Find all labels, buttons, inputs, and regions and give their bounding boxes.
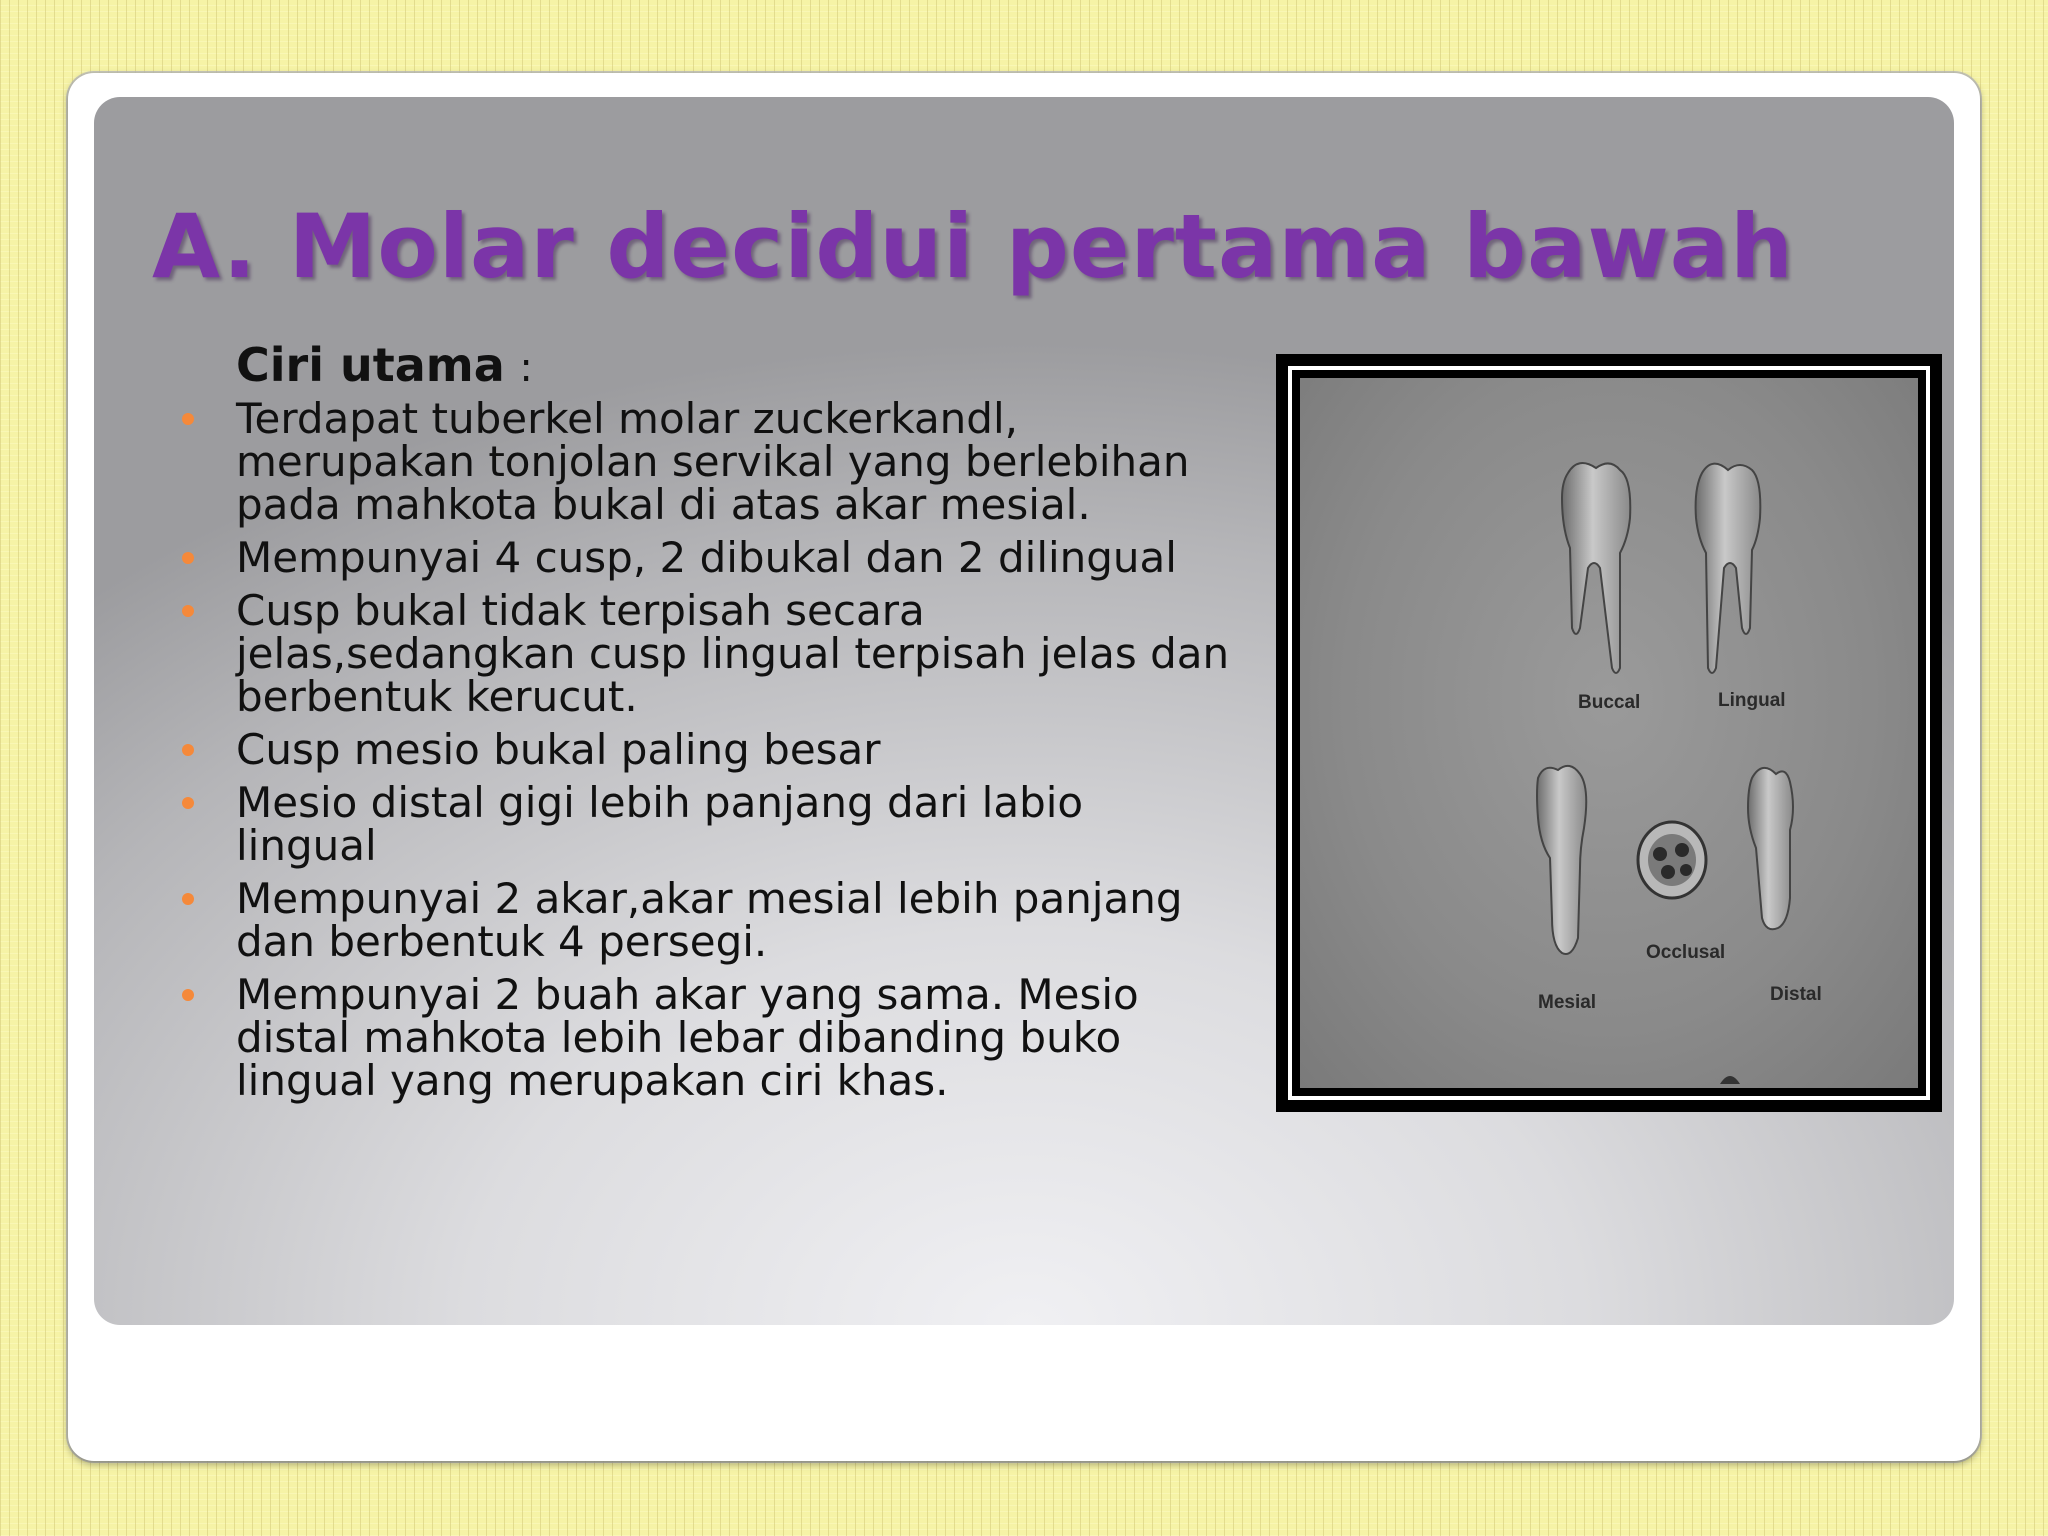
occlusal-tooth-icon <box>1638 822 1706 898</box>
tooth-figure-frame <box>1276 354 1942 1112</box>
distal-tooth-icon <box>1748 768 1793 929</box>
bullet-dot-icon <box>182 744 194 756</box>
bullet-text: Mesio distal gigi lebih panjang dari labio lingual <box>236 778 1084 870</box>
mesial-label: Mesial <box>1538 992 1597 1013</box>
bullet-item <box>236 725 1236 774</box>
bullet-text: Terdapat tuberkel molar zuckerkandl, merupakan tonjolan servikal yang berlebihan pada mahkota bukal di atas akar mesial. <box>236 394 1190 529</box>
distal-label: Distal <box>1770 984 1822 1005</box>
subheading-colon: : <box>519 345 533 391</box>
bullet-text: Cusp mesio bukal paling besar <box>236 725 881 774</box>
bullet-dot-icon <box>182 605 194 617</box>
lingual-tooth-icon <box>1696 464 1761 673</box>
slide-content <box>236 338 1236 1112</box>
bullet-dot-icon <box>182 552 194 564</box>
bullet-dot-icon <box>182 413 194 425</box>
bullet-item <box>236 778 1236 870</box>
bullet-text: Cusp bukal tidak terpisah secara jelas,sedangkan cusp lingual terpisah jelas dan berbentuk kerucut. <box>236 586 1230 721</box>
bullet-text: Mempunyai 2 buah akar yang sama. Mesio distal mahkota lebih lebar dibanding buko lingual yang merupakan ciri khas. <box>236 970 1139 1105</box>
lingual-label: Lingual <box>1718 690 1786 711</box>
bullet-list <box>236 394 1236 1105</box>
bullet-text: Mempunyai 4 cusp, 2 dibukal dan 2 dilingual <box>236 533 1177 582</box>
tooth-diagram-svg <box>1300 378 1918 1088</box>
subheading <box>236 338 1236 395</box>
buccal-label: Buccal <box>1578 692 1641 713</box>
tooth-diagram-image <box>1300 378 1918 1088</box>
occlusal-label: Occlusal <box>1646 942 1726 963</box>
slide-title: A. Molar decidui pertama bawah <box>152 195 1794 298</box>
bullet-item <box>236 586 1236 721</box>
buccal-tooth-icon <box>1562 463 1630 673</box>
bullet-dot-icon <box>182 893 194 905</box>
bullet-item <box>236 970 1236 1105</box>
subheading-label: Ciri utama <box>236 338 505 392</box>
bullet-item <box>236 533 1236 582</box>
bullet-dot-icon <box>182 989 194 1001</box>
scan-artifact <box>1720 1076 1740 1084</box>
bullet-text: Mempunyai 2 akar,akar mesial lebih panjang dan berbentuk 4 persegi. <box>236 874 1183 966</box>
bullet-item <box>236 874 1236 966</box>
mesial-tooth-icon <box>1537 766 1586 954</box>
bullet-dot-icon <box>182 797 194 809</box>
bullet-item <box>236 394 1236 529</box>
